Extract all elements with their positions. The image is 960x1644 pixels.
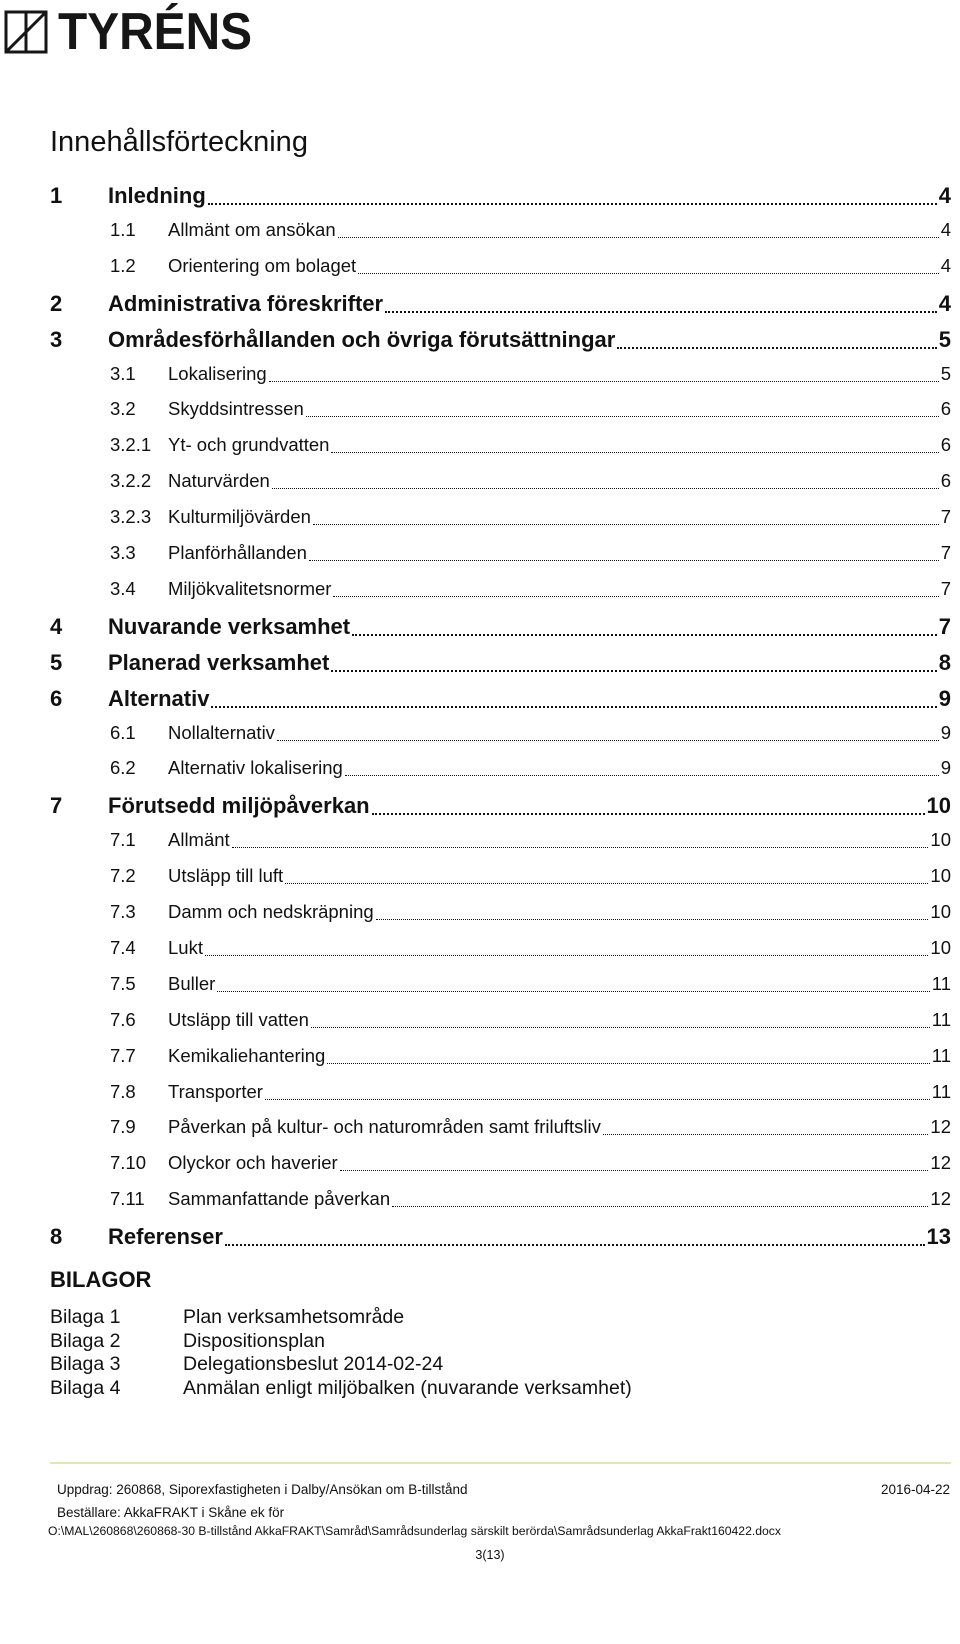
toc-entry-section[interactable] bbox=[50, 255, 951, 279]
footer-divider bbox=[50, 1462, 951, 1464]
toc-entry-number: 6.1 bbox=[110, 721, 136, 743]
toc-entry-section[interactable] bbox=[50, 1152, 951, 1176]
toc-entry-number: 3.3 bbox=[110, 542, 136, 563]
tyrens-logo-icon bbox=[4, 10, 48, 54]
toc-entry-label: Miljökvalitetsnormer bbox=[168, 577, 332, 599]
footer-assignment: Uppdrag: 260868, Siporexfastigheten i Dalby/Ansökan om B-tillstånd bbox=[57, 1482, 468, 1497]
toc-dot-leader bbox=[211, 706, 936, 708]
toc-entry-label: Lokalisering bbox=[168, 362, 267, 384]
toc-entry-label: Damm och nedskräpning bbox=[168, 901, 374, 922]
toc-entry-page: 9 bbox=[940, 757, 951, 779]
toc-entry-number: 7.10 bbox=[110, 1152, 147, 1174]
toc-entry-chapter[interactable] bbox=[50, 291, 951, 319]
toc-dot-leader bbox=[340, 1170, 929, 1171]
toc-dot-leader bbox=[311, 1027, 930, 1028]
toc-entry-label: Referenser bbox=[108, 1224, 223, 1250]
toc-entry-number: 6 bbox=[50, 685, 63, 711]
toc-entry-section[interactable] bbox=[50, 901, 951, 925]
toc-entry-section[interactable] bbox=[50, 829, 951, 853]
toc-dot-leader bbox=[372, 813, 925, 815]
toc-entry-page: 4 bbox=[938, 183, 951, 208]
toc-entry-number: 3 bbox=[50, 326, 63, 352]
toc-entry-label: Olyckor och haverier bbox=[168, 1152, 338, 1174]
toc-entry-number: 3.2.1 bbox=[110, 434, 152, 456]
appendix-name: Bilaga 4 bbox=[50, 1377, 121, 1400]
toc-entry-label: Orientering om bolaget bbox=[168, 254, 357, 276]
toc-dot-leader bbox=[352, 634, 937, 636]
toc-entry-label: Yt- och grundvatten bbox=[168, 434, 330, 456]
toc-entry-label: Sammanfattande påverkan bbox=[168, 1188, 391, 1210]
toc-entry-number: 3.1 bbox=[110, 362, 136, 384]
toc-entry-label: Planerad verksamhet bbox=[108, 649, 330, 675]
toc-dot-leader bbox=[617, 347, 936, 349]
toc-entry-number: 7.9 bbox=[110, 1116, 136, 1138]
toc-entry-section[interactable] bbox=[50, 506, 951, 530]
toc-entry-section[interactable] bbox=[50, 363, 951, 387]
toc-entry-label: Allmänt om ansökan bbox=[168, 218, 336, 240]
toc-entry-label: Påverkan på kultur- och naturområden samt friluftsliv bbox=[168, 1116, 601, 1138]
toc-entry-section[interactable] bbox=[50, 1045, 951, 1069]
toc-entry-label: Skyddsintressen bbox=[168, 398, 304, 420]
toc-entry-page: 11 bbox=[931, 1080, 951, 1102]
appendix-item bbox=[50, 1377, 632, 1400]
toc-entry-section[interactable] bbox=[50, 937, 951, 961]
toc-dot-leader bbox=[345, 775, 939, 776]
toc-entry-number: 5 bbox=[50, 649, 63, 675]
toc-entry-number: 6.2 bbox=[110, 757, 136, 779]
footer-page-number: 3(13) bbox=[475, 1548, 505, 1562]
toc-entry-label: Kulturmiljövärden bbox=[168, 506, 311, 528]
toc-entry-number: 3.4 bbox=[110, 577, 136, 599]
toc-dot-leader bbox=[265, 1099, 930, 1100]
toc-entry-chapter[interactable] bbox=[50, 686, 951, 714]
toc-entry-page: 6 bbox=[940, 470, 951, 492]
toc-entry-number: 8 bbox=[50, 1224, 63, 1250]
toc-dot-leader bbox=[306, 416, 939, 417]
toc-dot-leader bbox=[232, 847, 929, 848]
toc-entry-label: Utsläpp till vatten bbox=[168, 1008, 309, 1030]
toc-dot-leader bbox=[272, 488, 939, 489]
toc-entry-page: 7 bbox=[940, 542, 951, 563]
toc-entry-label: Buller bbox=[168, 972, 216, 994]
toc-entry-number: 7.7 bbox=[110, 1044, 136, 1066]
appendix-item bbox=[50, 1306, 404, 1329]
toc-entry-number: 3.2 bbox=[110, 398, 136, 420]
toc-dot-leader bbox=[285, 883, 928, 884]
toc-entry-page: 13 bbox=[926, 1224, 951, 1250]
toc-entry-number: 1 bbox=[50, 183, 63, 208]
toc-entry-number: 7.6 bbox=[110, 1008, 136, 1030]
toc-entry-chapter[interactable] bbox=[50, 327, 951, 355]
footer-date: 2016-04-22 bbox=[880, 1482, 950, 1497]
toc-entry-number: 3.2.2 bbox=[110, 470, 152, 492]
toc-entry-number: 1.2 bbox=[110, 254, 136, 276]
appendix-item bbox=[50, 1353, 443, 1376]
toc-entry-number: 4 bbox=[50, 613, 63, 639]
toc-entry-page: 8 bbox=[938, 649, 951, 675]
toc-entry-page: 12 bbox=[930, 1152, 951, 1174]
toc-entry-chapter[interactable] bbox=[50, 1224, 951, 1252]
toc-entry-section[interactable] bbox=[50, 1009, 951, 1033]
toc-entry-section[interactable] bbox=[50, 757, 951, 781]
toc-entry-page: 12 bbox=[930, 1116, 951, 1138]
toc-dot-leader bbox=[269, 381, 939, 382]
toc-entry-page: 11 bbox=[931, 972, 951, 994]
appendix-item bbox=[50, 1330, 325, 1353]
toc-dot-leader bbox=[205, 955, 928, 956]
company-logo bbox=[4, 3, 269, 61]
toc-entry-section[interactable] bbox=[50, 722, 951, 746]
appendix-description: Delegationsbeslut 2014-02-24 bbox=[183, 1353, 444, 1376]
toc-entry-label: Områdesförhållanden och övriga förutsättningar bbox=[108, 326, 616, 352]
toc-dot-leader bbox=[217, 991, 929, 992]
toc-entry-page: 10 bbox=[930, 901, 951, 922]
toc-entry-label: Utsläpp till luft bbox=[168, 865, 284, 887]
toc-entry-number: 7.8 bbox=[110, 1080, 136, 1102]
toc-entry-number: 2 bbox=[50, 290, 63, 316]
toc-dot-leader bbox=[309, 560, 939, 561]
toc-entry-page: 7 bbox=[940, 577, 951, 599]
toc-entry-section[interactable] bbox=[50, 398, 951, 422]
toc-entry-label: Förutsedd miljöpåverkan bbox=[108, 793, 370, 819]
toc-dot-leader bbox=[327, 1063, 929, 1064]
toc-entry-label: Administrativa föreskrifter bbox=[108, 290, 384, 316]
toc-dot-leader bbox=[313, 524, 939, 525]
appendices-heading: BILAGOR bbox=[50, 1267, 152, 1292]
toc-entry-page: 9 bbox=[938, 685, 951, 711]
page-title: Innehållsförteckning bbox=[50, 126, 308, 158]
toc-entry-page: 10 bbox=[930, 936, 951, 958]
toc-dot-leader bbox=[208, 203, 937, 205]
toc-entry-page: 7 bbox=[940, 506, 951, 528]
toc-entry-section[interactable] bbox=[50, 865, 951, 889]
toc-entry-label: Kemikaliehantering bbox=[168, 1044, 326, 1066]
toc-entry-number: 3.2.3 bbox=[110, 506, 152, 528]
toc-entry-label: Inledning bbox=[108, 183, 206, 208]
toc-entry-number: 1.1 bbox=[110, 218, 136, 240]
toc-entry-section[interactable] bbox=[50, 1081, 951, 1105]
toc-entry-page: 11 bbox=[931, 1008, 951, 1030]
toc-dot-leader bbox=[338, 237, 939, 238]
toc-entry-label: Planförhållanden bbox=[168, 542, 307, 563]
toc-entry-number: 7.11 bbox=[110, 1188, 145, 1210]
toc-entry-number: 7.1 bbox=[110, 829, 136, 851]
toc-entry-page: 9 bbox=[940, 721, 951, 743]
toc-entry-page: 6 bbox=[940, 398, 951, 420]
appendix-name: Bilaga 1 bbox=[50, 1306, 121, 1328]
logo-text: TYRÉNS bbox=[58, 3, 253, 61]
toc-entry-label: Lukt bbox=[168, 936, 203, 958]
appendix-name: Bilaga 2 bbox=[50, 1329, 121, 1352]
toc-entry-section[interactable] bbox=[50, 219, 951, 243]
toc-entry-page: 6 bbox=[940, 434, 951, 456]
toc-dot-leader bbox=[358, 273, 939, 274]
toc-entry-label: Alternativ bbox=[108, 685, 210, 711]
toc-entry-chapter[interactable] bbox=[50, 614, 951, 642]
toc-entry-page: 10 bbox=[930, 865, 951, 887]
toc-entry-label: Alternativ lokalisering bbox=[168, 757, 343, 779]
toc-entry-chapter[interactable] bbox=[50, 793, 951, 821]
appendix-description: Dispositionsplan bbox=[183, 1329, 325, 1352]
appendix-description: Anmälan enligt miljöbalken (nuvarande verksamhet) bbox=[183, 1377, 632, 1400]
toc-entry-number: 7.4 bbox=[110, 936, 136, 958]
toc-dot-leader bbox=[376, 919, 929, 920]
footer-client: Beställare: AkkaFRAKT i Skåne ek för bbox=[57, 1505, 285, 1520]
toc-entry-chapter[interactable] bbox=[50, 650, 951, 678]
toc-entry-number: 7 bbox=[50, 793, 63, 819]
toc-entry-label: Naturvärden bbox=[168, 470, 270, 492]
toc-entry-section[interactable] bbox=[50, 973, 951, 997]
toc-entry-page: 4 bbox=[940, 254, 951, 276]
toc-dot-leader bbox=[225, 1244, 925, 1246]
toc-entry-section[interactable] bbox=[50, 1116, 951, 1140]
toc-dot-leader bbox=[333, 596, 938, 597]
toc-entry-label: Transporter bbox=[168, 1080, 263, 1102]
toc-entry-label: Nollalternativ bbox=[168, 721, 275, 743]
appendix-description: Plan verksamhetsområde bbox=[183, 1306, 405, 1328]
toc-entry-page: 11 bbox=[931, 1044, 951, 1066]
toc-entry-number: 7.5 bbox=[110, 972, 136, 994]
toc-dot-leader bbox=[277, 740, 939, 741]
toc-entry-page: 10 bbox=[930, 829, 951, 851]
toc-entry-section[interactable] bbox=[50, 434, 951, 458]
toc-entry-page: 5 bbox=[938, 326, 951, 352]
toc-entry-chapter[interactable] bbox=[50, 183, 951, 211]
toc-dot-leader bbox=[331, 452, 938, 453]
toc-entry-page: 4 bbox=[940, 218, 951, 240]
toc-entry-page: 7 bbox=[938, 613, 951, 639]
appendix-name: Bilaga 3 bbox=[50, 1353, 121, 1376]
toc-entry-label: Allmänt bbox=[168, 829, 230, 851]
toc-entry-page: 10 bbox=[926, 793, 951, 819]
toc-entry-number: 7.3 bbox=[110, 901, 136, 922]
toc-entry-page: 12 bbox=[930, 1188, 951, 1210]
toc-dot-leader bbox=[603, 1134, 929, 1135]
toc-entry-number: 7.2 bbox=[110, 865, 136, 887]
toc-entry-page: 4 bbox=[938, 290, 951, 316]
toc-entry-section[interactable] bbox=[50, 470, 951, 494]
toc-entry-section[interactable] bbox=[50, 1188, 951, 1212]
footer-file-path: O:\MAL\260868\260868-30 B-tillstånd AkkaFRAKT\Samråd\Samrådsunderlag särskilt berörda\Samrådsunderlag AkkaFrakt160422.docx bbox=[48, 1524, 781, 1538]
toc-entry-section[interactable] bbox=[50, 578, 951, 602]
toc-dot-leader bbox=[392, 1206, 928, 1207]
toc-dot-leader bbox=[331, 670, 936, 672]
toc-entry-page: 5 bbox=[940, 362, 951, 384]
toc-entry-section[interactable] bbox=[50, 542, 951, 566]
toc-dot-leader bbox=[385, 311, 937, 313]
toc-entry-label: Nuvarande verksamhet bbox=[108, 613, 351, 639]
